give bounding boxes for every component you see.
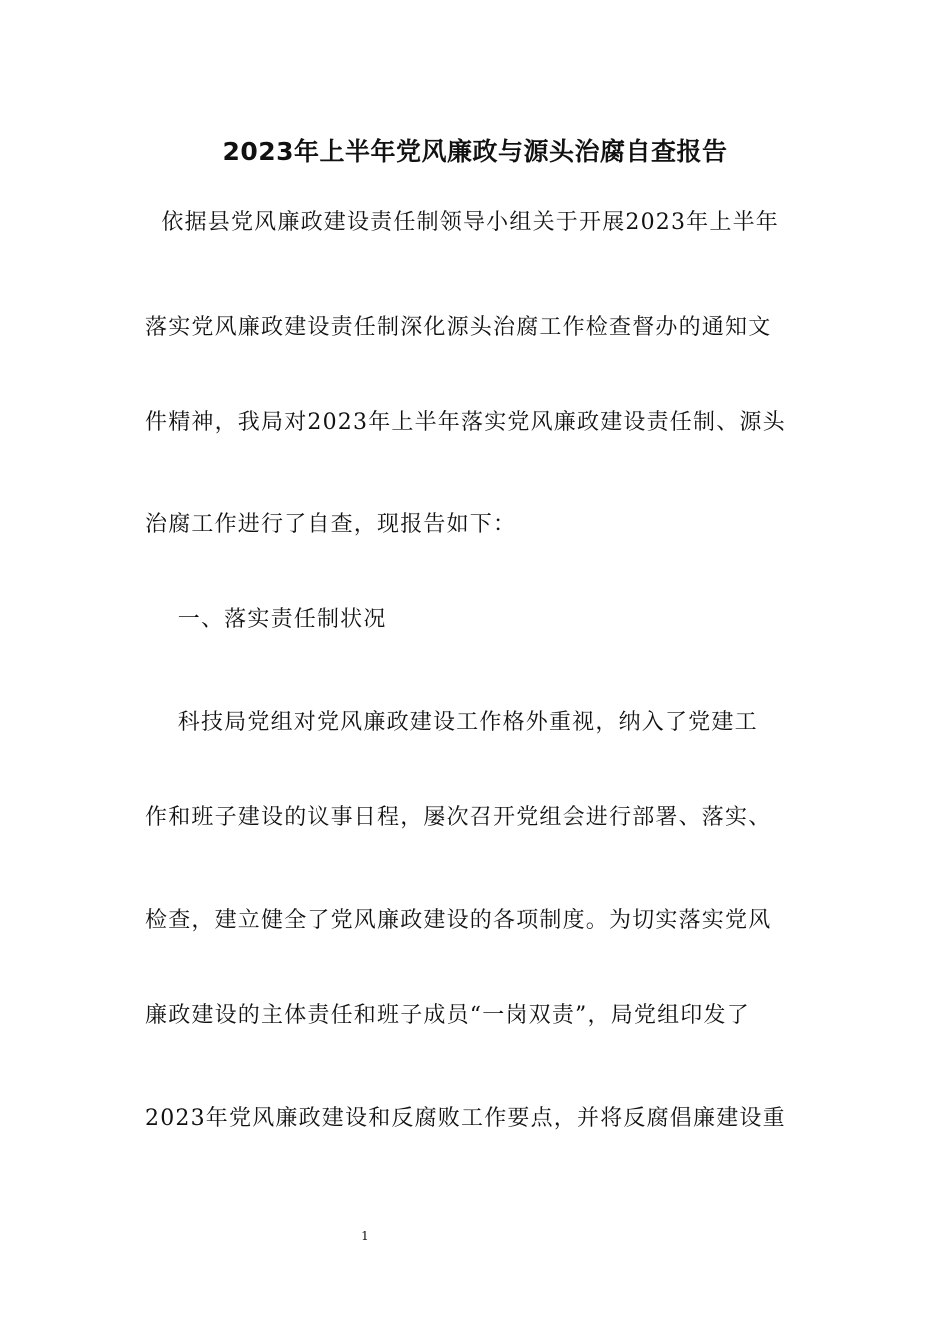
paragraph-line: 2023年党风廉政建设和反腐败工作要点，并将反腐倡廉建设重: [145, 1106, 786, 1131]
paragraph-line: 件精神，我局对2023年上半年落实党风廉政建设责任制、源头: [145, 410, 786, 435]
paragraph-line: 科技局党组对党风廉政建设工作格外重视，纳入了党建工: [145, 710, 758, 735]
paragraph-line: 廉政建设的主体责任和班子成员“一岗双责”，局党组印发了: [145, 1003, 750, 1028]
paragraph-line: 落实党风廉政建设责任制深化源头治腐工作检查督办的通知文: [145, 315, 772, 340]
page-number: 1: [361, 1229, 369, 1243]
section-heading: 一、落实责任制状况: [145, 607, 387, 632]
document-title: 2023年上半年党风廉政与源头治腐自查报告: [222, 137, 728, 166]
paragraph-line: 依据县党风廉政建设责任制领导小组关于开展2023年上半年: [145, 210, 779, 235]
paragraph-line: 作和班子建设的议事日程，屡次召开党组会进行部署、落实、: [145, 805, 772, 830]
paragraph-line: 治腐工作进行了自查，现报告如下：: [145, 512, 517, 537]
paragraph-line: 检查，建立健全了党风廉政建设的各项制度。为切实落实党风: [145, 908, 772, 933]
